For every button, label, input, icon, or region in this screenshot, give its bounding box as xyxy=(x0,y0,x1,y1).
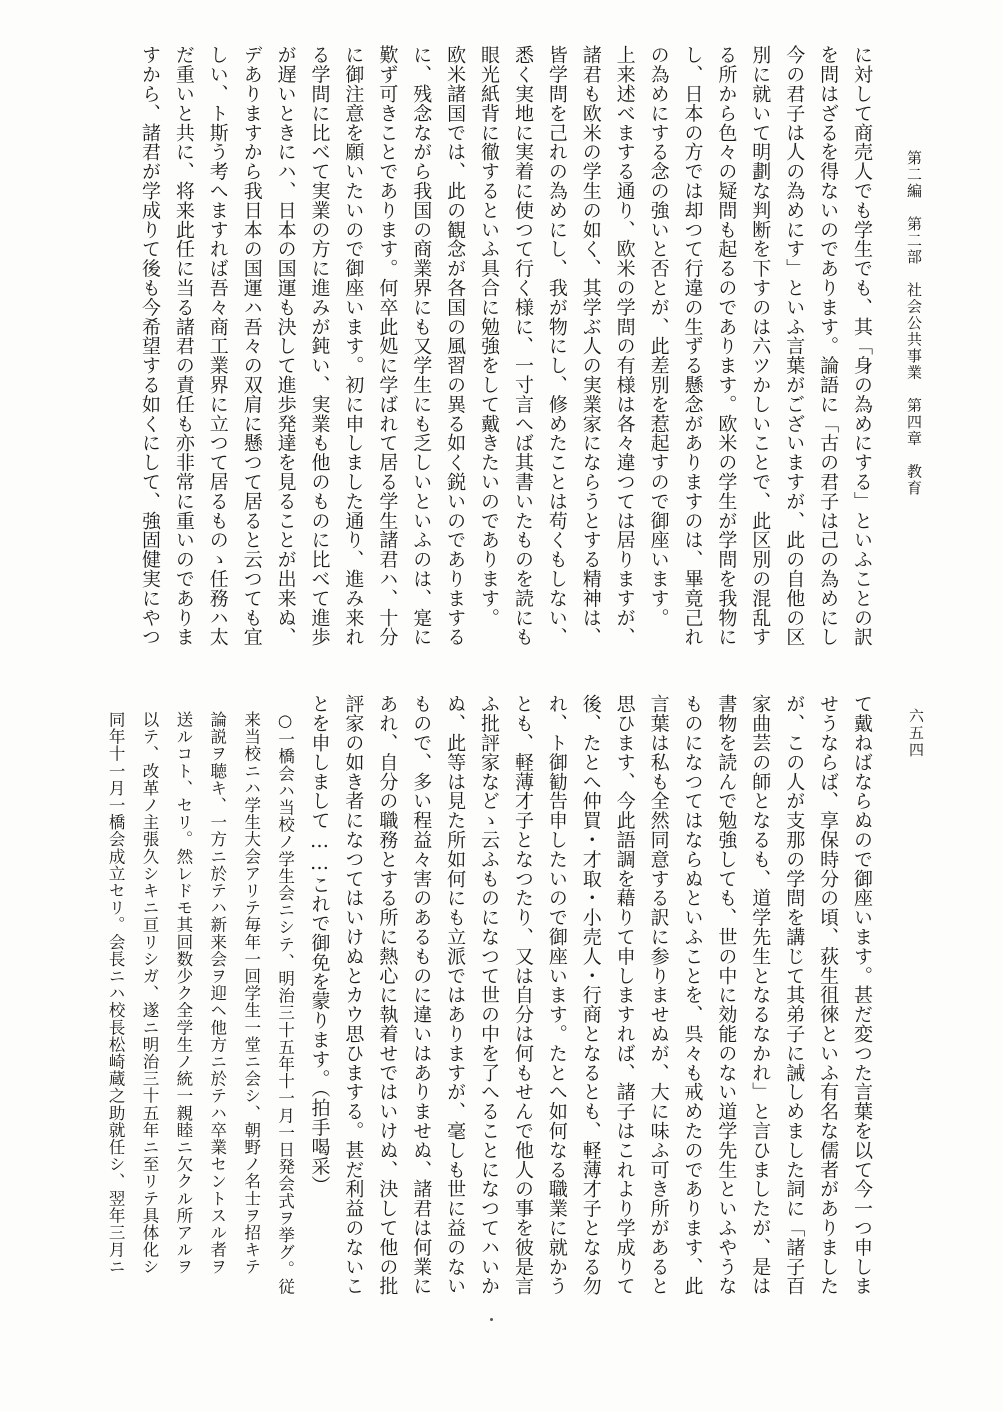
text-line: 歎ず可きことであります。何卒此処に学ばれて居る学生諸君ハ、十分 xyxy=(376,45,399,647)
text-line: れ、ト御勧告申したいので御座います。たとへ如何なる職業に就かう xyxy=(545,694,568,1296)
text-line: とも、軽薄才子となつたり、又は自分は何もせんで他人の事を彼是言 xyxy=(511,694,534,1296)
text-line: 諸君も欧米の学生の如く、其学ぶ人の実業家にならうとする精神は、 xyxy=(579,45,602,647)
text-line: 同年十一月一橋会成立セリ。会長ニハ校長松崎蔵之助就任シ、翌年三月ニ xyxy=(106,711,126,1276)
text-line: が、この人が支那の学問を講じて其弟子に誡しめました詞に「諸子百 xyxy=(783,694,806,1296)
text-line: 皆学問を己れの為めにし、我が物にし、修めたことは苟くもしない、 xyxy=(545,45,568,647)
text-line: しい、ト斯う考へますれば吾々商工業界に立つて居るものゝ任務ハ太 xyxy=(206,45,229,647)
text-line: て戴ねばならぬので御座います。甚だ変つた言葉を以て今一つ申しま xyxy=(851,694,873,1296)
text-line: 言葉は私も全然同意する訳に参りませぬが、大に味ふ可き所があると xyxy=(647,694,670,1296)
page-number: 六五四 xyxy=(907,708,925,759)
text-line: 上来述べまする通り、欧米の学問の有様は各々違つては居りますが、 xyxy=(613,45,636,647)
text-line: ものになつてはならぬといふことを、呉々も戒めたのであります、此 xyxy=(681,694,704,1296)
text-line: ○一橋会ハ当校ノ学生会ニシテ、明治三十五年十一月一日発会式ヲ挙グ。従 xyxy=(275,711,295,1295)
text-line: 家曲芸の師となるも、道学先生となるなかれ」と言ひましたが、是は xyxy=(749,694,772,1296)
text-line: 今の君子は人の為めにす」といふ言葉がございますが、此の自他の区 xyxy=(783,45,806,647)
text-line: る所から色々の疑問も起るのであります。欧米の学生が学問を我物に xyxy=(715,45,738,647)
text-line: 来当校ニハ学生大会アリテ毎年一回学生一堂ニ会シ、朝野ノ名士ヲ招キテ xyxy=(241,711,261,1276)
lower-text-block xyxy=(106,694,878,1296)
text-line: とを申しまして……これで御免を蒙ります。（拍手喝采） xyxy=(308,694,331,1195)
text-line: すから、諸君が学成りて後も今希望する如くにして、強固健実にやつ xyxy=(138,45,161,647)
text-line: の為めにする念の強いと否とが、此差別を惹起すので御座います。 xyxy=(647,45,670,627)
text-line: 評家の如き者になつてはいけぬとカウ思ひまする。甚だ利益のないこ xyxy=(342,694,365,1296)
text-line: る学問に比べて実業の方に進みが鈍い、実業も他のものに比べて進歩 xyxy=(308,45,331,647)
text-line: し、日本の方では却つて行違の生ずる懸念がありますのは、畢竟己れ xyxy=(681,45,704,647)
text-line: ぬ、此等は見た所如何にも立派ではありますが、毫しも世に益のない xyxy=(444,694,467,1296)
text-line: デありますから我日本の国運ハ吾々の双肩に懸つて居ると云つても宜 xyxy=(240,45,263,647)
text-line: に、残念ながら我国の商業界にも又学生にも乏しいといふのは、寔に xyxy=(410,45,433,647)
text-line: に対して商売人でも学生でも、其「身の為めにする」といふことの訳 xyxy=(851,45,873,647)
text-line: 後、たとへ仲買・才取・小売人・行商となるとも、軽薄才子となる勿 xyxy=(579,694,602,1296)
text-line: 送ルコト、セリ。然レドモ其回数少ク全学生ノ統一親睦ニ欠クル所アルヲ xyxy=(173,711,193,1276)
print-speck xyxy=(490,1318,493,1321)
text-line: もので、多い程益々害のあるものに違いはありませぬ、諸君は何業に xyxy=(410,694,433,1296)
text-line: 書物を読んで勉強しても、世の中に効能のない道学先生といふやうな xyxy=(715,694,738,1296)
upper-text-block xyxy=(78,45,878,667)
running-header: 第二編 第二部 社会公共事業 第四章 教育 xyxy=(905,150,923,497)
text-line: ふ批評家などゝ云ふものになつて世の中を了へることになつてハいか xyxy=(478,694,501,1296)
text-line: 論説ヲ聴キ、一方ニ於テハ新来会ヲ迎ヘ他方ニ於テハ卒業セントスル者ヲ xyxy=(207,711,227,1276)
text-line: に御注意を願いたいので御座います。初に申しました通り、進み来れ xyxy=(342,45,365,647)
text-line: が遅いときにハ、日本の国運も決して進歩発達を見ることが出来ぬ、 xyxy=(274,45,297,647)
text-line: 悉く実地に実着に使つて行く様に、一寸言へば其書いたものを読にも xyxy=(511,45,534,647)
text-line: 欧米諸国では、此の観念が各国の風習の異る如く鋭いのでありまする xyxy=(444,45,467,647)
text-line: 眼光紙背に徹するといふ具合に勉強をして戴きたいのであります。 xyxy=(478,45,501,627)
text-line: せうならば、享保時分の頃、荻生徂徠といふ有名な儒者がありました xyxy=(817,694,840,1296)
text-line: 思ひます、今此語調を藉りて申しますれば、諸子はこれより学成りて xyxy=(613,694,636,1296)
text-line: 以テ、改革ノ主張久シキニ亘リシガ、遂ニ明治三十五年ニ至リテ具体化シ xyxy=(139,711,159,1276)
text-line: 別に就いて明劃な判断を下すのは六ツかしいことで、此区別の混乱す xyxy=(749,45,772,647)
text-line: を問はざるを得ないのであります。論語に「古の君子は己の為めにし xyxy=(817,45,840,647)
text-line: だ重いと共に、将来此任に当る諸君の責任も亦非常に重いのでありま xyxy=(172,45,195,647)
text-line: あれ、自分の職務とする所に熱心に執着せではいけぬ、決して他の批 xyxy=(376,694,399,1296)
